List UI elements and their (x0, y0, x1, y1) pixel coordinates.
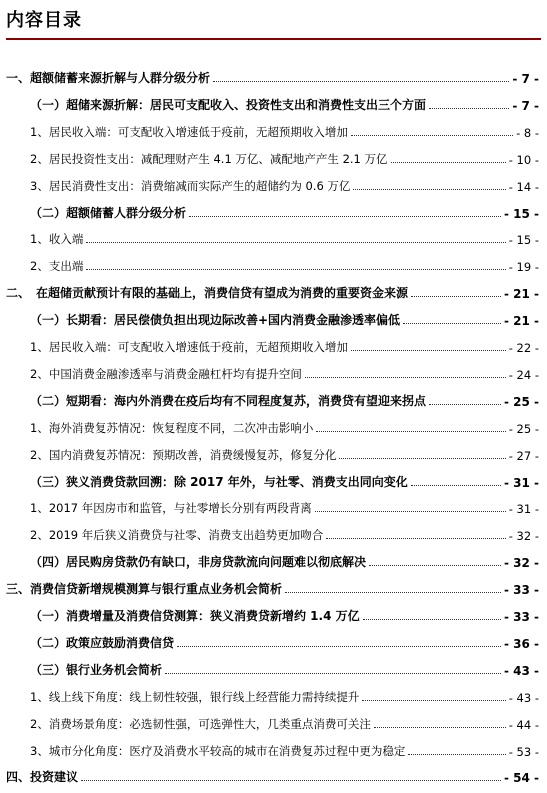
toc-entry[interactable] (0, 254, 547, 274)
toc-entry[interactable] (0, 93, 547, 113)
toc-dot-leader (363, 619, 501, 620)
toc-entry[interactable] (0, 281, 547, 301)
toc-entry[interactable] (0, 335, 547, 355)
toc-entry[interactable] (0, 496, 547, 516)
toc-entry-page: - 44 - (508, 717, 539, 732)
toc-entry-page: - 7 - (512, 98, 539, 113)
toc-entry-page: - 15 - (508, 233, 539, 248)
toc-entry-page: - 53 - (508, 744, 539, 759)
toc-entry-title: （一）长期看：居民偿债负担出现边际改善+国内消费金融渗透率偏低 (30, 313, 401, 328)
toc-entry[interactable] (0, 201, 547, 221)
toc-entry-page: - 54 - (503, 771, 539, 786)
toc-entry-title: 四、投资建议 (6, 770, 79, 785)
toc-dot-leader (213, 81, 509, 82)
toc-entry-page: - 31 - (508, 502, 539, 517)
toc-entry-title: （二）政策应鼓励消费信贷 (30, 635, 175, 650)
toc-entry[interactable] (0, 739, 547, 759)
toc-entry-page: - 25 - (508, 421, 539, 436)
toc-entry[interactable] (0, 362, 547, 382)
toc-dot-leader (285, 592, 501, 593)
toc-entry-title: （二）短期看：海内外消费在疫后均有不同程度复苏，消费贷有望迎来拐点 (30, 393, 427, 408)
toc-dot-leader (316, 431, 505, 432)
toc-entry[interactable] (0, 712, 547, 732)
toc-entry[interactable] (0, 120, 547, 140)
title-divider (6, 38, 541, 40)
toc-entry[interactable] (0, 631, 547, 651)
toc-dot-leader (429, 108, 509, 109)
toc-entry[interactable] (0, 147, 547, 167)
toc-dot-leader (411, 296, 501, 297)
toc-entry-title: （三）狭义消费贷款回溯：除 2017 年外，与社零、消费支出同向变化 (30, 474, 408, 489)
toc-entry[interactable] (0, 658, 547, 678)
toc-entry-title: 1、居民收入端：可支配收入增速低于疫前，无超预期收入增加 (30, 340, 348, 354)
toc-entry-page: - 43 - (508, 690, 539, 705)
toc-entry[interactable] (0, 443, 547, 463)
toc-entry[interactable] (0, 66, 547, 86)
toc-dot-leader (374, 727, 506, 728)
toc-entry-title: 三、消费信贷新增规模测算与银行重点业务机会简析 (6, 582, 283, 597)
toc-dot-leader (165, 673, 501, 674)
toc-entry[interactable] (0, 227, 547, 247)
toc-entry-page: - 7 - (512, 72, 539, 86)
toc-entry-title: 2、2019 年后狭义消费贷与社零、消费支出趋势更加吻合 (30, 528, 324, 543)
toc-dot-leader (351, 135, 513, 136)
toc-entry-title: 二、 在超储贡献预计有限的基础上，消费信贷有望成为消费的重要资金来源 (6, 286, 409, 301)
toc-entry[interactable] (0, 389, 547, 409)
toc-entry-title: 2、中国消费金融渗透率与消费金融杠杆均有提升空间 (30, 366, 302, 381)
toc-entry-title: （二）超额储蓄人群分级分析 (30, 205, 187, 220)
toc-dot-leader (86, 242, 505, 243)
toc-entry-page: - 43 - (503, 663, 539, 678)
toc-entry-title: （一）消费增量及消费信贷测算：狭义消费贷新增约 1.4 万亿 (30, 609, 360, 623)
toc-entry-title: （一）超储来源折解：居民可支配收入、投资性支出和消费性支出三个方面 (30, 97, 427, 112)
toc-entry-title: （三）银行业务机会简析 (30, 662, 163, 677)
toc-entry[interactable] (0, 550, 547, 570)
toc-entry[interactable] (0, 174, 547, 194)
toc-entry[interactable] (0, 470, 547, 490)
toc-entry-page: - 19 - (508, 260, 539, 275)
toc-entry-page: - 25 - (503, 394, 539, 409)
toc-entry-title: 3、城市分化角度：医疗及消费水平较高的城市在消费复苏过程中更为稳定 (30, 743, 406, 758)
toc-dot-leader (353, 189, 505, 190)
toc-entry-title: 3、居民消费性支出：消费缩减而实际产生的超储约为 0.6 万亿 (30, 178, 351, 193)
toc-entry-title: （四）居民购房贷款仍有缺口，非房贷款流向问题难以彻底解决 (30, 555, 367, 570)
toc-dot-leader (326, 538, 506, 539)
toc-entry[interactable] (0, 308, 547, 328)
toc-entry-title: 1、居民收入端：可支配收入增速低于疫前，无超预期收入增加 (30, 124, 348, 139)
toc-dot-leader (86, 269, 505, 270)
toc-dot-leader (305, 377, 506, 378)
toc-entry-title: 2、消费场景角度：必选韧性强，可选弹性大，几类重点消费可关注 (30, 716, 371, 731)
toc-dot-leader (411, 485, 501, 486)
toc-entry-page: - 36 - (503, 636, 539, 651)
toc-entry-title: 1、收入端 (30, 232, 84, 247)
toc-dot-leader (177, 646, 501, 647)
toc-entry-page: - 33 - (503, 610, 539, 624)
toc-dot-leader (369, 565, 501, 566)
toc-entry-title: 1、2017 年因房市和监管，与社零增长分别有两段背离 (30, 501, 312, 516)
toc-dot-leader (189, 216, 501, 217)
toc-entry-page: - 33 - (503, 583, 539, 598)
toc-entry-page: - 10 - (508, 152, 539, 167)
toc-entry-page: - 27 - (508, 448, 539, 463)
toc-entry-page: - 15 - (503, 206, 539, 221)
toc-entry-title: 一、超额储蓄来源折解与人群分级分析 (6, 71, 211, 85)
toc-dot-leader (391, 162, 506, 163)
toc-dot-leader (339, 458, 505, 459)
toc-dot-leader (429, 404, 501, 405)
toc-dot-leader (351, 350, 506, 351)
toc-entry-page: - 31 - (503, 475, 539, 490)
toc-entry-page: - 14 - (508, 179, 539, 194)
toc-dot-leader (408, 754, 505, 755)
toc-entry-page: - 8 - (516, 125, 539, 140)
toc-dot-leader (315, 511, 506, 512)
toc-dot-leader (362, 700, 505, 701)
toc-entry-title: 1、线上线下角度：线上韧性较强，银行线上经营能力需持续提升 (30, 689, 360, 704)
toc-entry-page: - 32 - (508, 529, 539, 544)
toc-entry-page: - 21 - (503, 287, 539, 302)
toc-entry[interactable] (0, 685, 547, 705)
toc-entry[interactable] (0, 523, 547, 543)
toc-entry-page: - 32 - (503, 556, 539, 571)
toc-entry-title: 2、国内消费复苏情况：预期改善，消费缓慢复苏，修复分化 (30, 447, 337, 462)
toc-entry-page: - 21 - (503, 314, 539, 329)
toc-entry-title: 1、海外消费复苏情况：恢复程度不同，二次冲击影响小 (30, 420, 314, 435)
toc-entry-title: 2、居民投资性支出：减配理财产生 4.1 万亿、减配地产产生 2.1 万亿 (30, 151, 388, 166)
toc-entry[interactable] (0, 416, 547, 436)
toc-entry[interactable] (0, 577, 547, 597)
toc-dot-leader (81, 780, 501, 781)
toc-entry[interactable] (0, 604, 547, 624)
toc-entry-page: - 24 - (508, 367, 539, 382)
toc-entry-title: 2、支出端 (30, 259, 84, 274)
toc-entry-page: - 22 - (508, 341, 539, 355)
toc-entry[interactable] (0, 765, 547, 785)
toc-dot-leader (403, 323, 501, 324)
page-title: 内容目录 (6, 10, 82, 31)
